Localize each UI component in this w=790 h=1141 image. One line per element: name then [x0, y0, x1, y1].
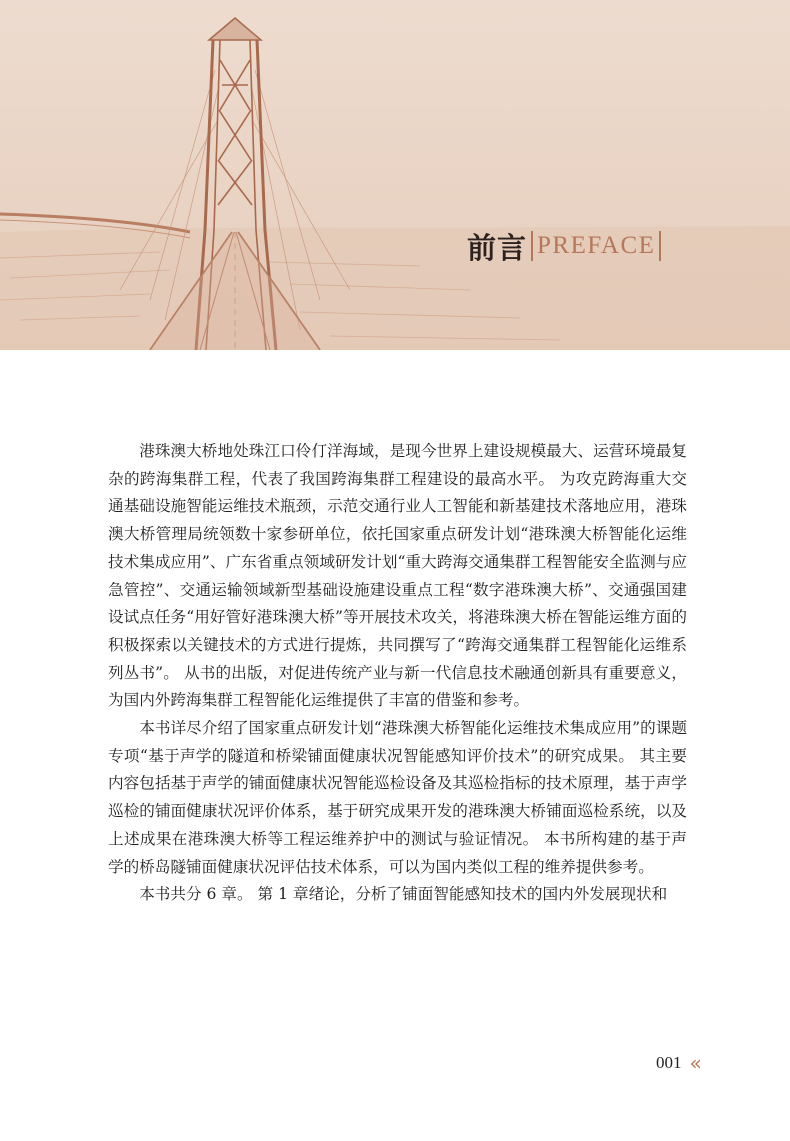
double-chevron-left-icon: «: [689, 1051, 702, 1075]
page-number: 001: [656, 1053, 682, 1072]
title-end-bar: [659, 231, 661, 261]
paragraph: 港珠澳大桥地处珠江口伶仃洋海域，是现今世界上建设规模最大、运营环境最复杂的跨海集群工程，代表了我国跨海集群工程建设的最高水平。 为攻克跨海重大交通基础设施智能运维技术瓶颈，示范交通行业人工智能和新基建技术落地应用，港珠澳大桥管理局统领数十家参研单位，依托国家重点研发计划“港珠澳大桥智能化运维技术集成应用”、广东省重点领域研发计划“重大跨海交通集群工程智能安全监测与应急管控”、交通运输领域新型基础设施建设重点工程“数字港珠澳大桥”、交通强国建设试点任务“用好管好港珠澳大桥”等开展技术攻关，将港珠澳大桥在智能运维方面的积极探索以关键技术的方式进行提炼，共同撰写了“跨海交通集群工程智能化运维系列丛书”。 从书的出版，对促进传统产业与新一代信息技术融通创新具有重要意义，为国内外跨海集群工程智能化运维提供了丰富的借鉴和参考。: [108, 442, 687, 710]
title-english: PREFACE: [537, 232, 656, 259]
header-banner: [0, 0, 790, 350]
page-title: [467, 226, 665, 266]
preface-body: [108, 438, 687, 909]
paragraph: 本书详尽介绍了国家重点研发计划“港珠澳大桥智能化运维技术集成应用”的课题专项“基于声学的隧道和桥梁铺面健康状况智能感知评价技术”的研究成果。 其主要内容包括基于声学的铺面健康状况智能巡检设备及其巡检指标的技术原理，基于声学巡检的铺面健康状况评价体系，基于研究成果开发的港珠澳大桥铺面巡检系统，以及上述成果在港珠澳大桥等工程运维养护中的测试与验证情况。 本书所构建的基于声学的桥岛隧铺面健康状况评估技术体系，可以为国内类似工程的维养提供参考。: [108, 719, 687, 876]
paragraph: 本书共分 6 章。 第 1 章绪论，分析了铺面智能感知技术的国内外发展现状和: [139, 885, 668, 904]
title-chinese: 前言: [467, 230, 528, 265]
page-footer: [656, 1053, 702, 1073]
bridge-illustration: [0, 0, 790, 350]
title-divider: [531, 231, 533, 261]
